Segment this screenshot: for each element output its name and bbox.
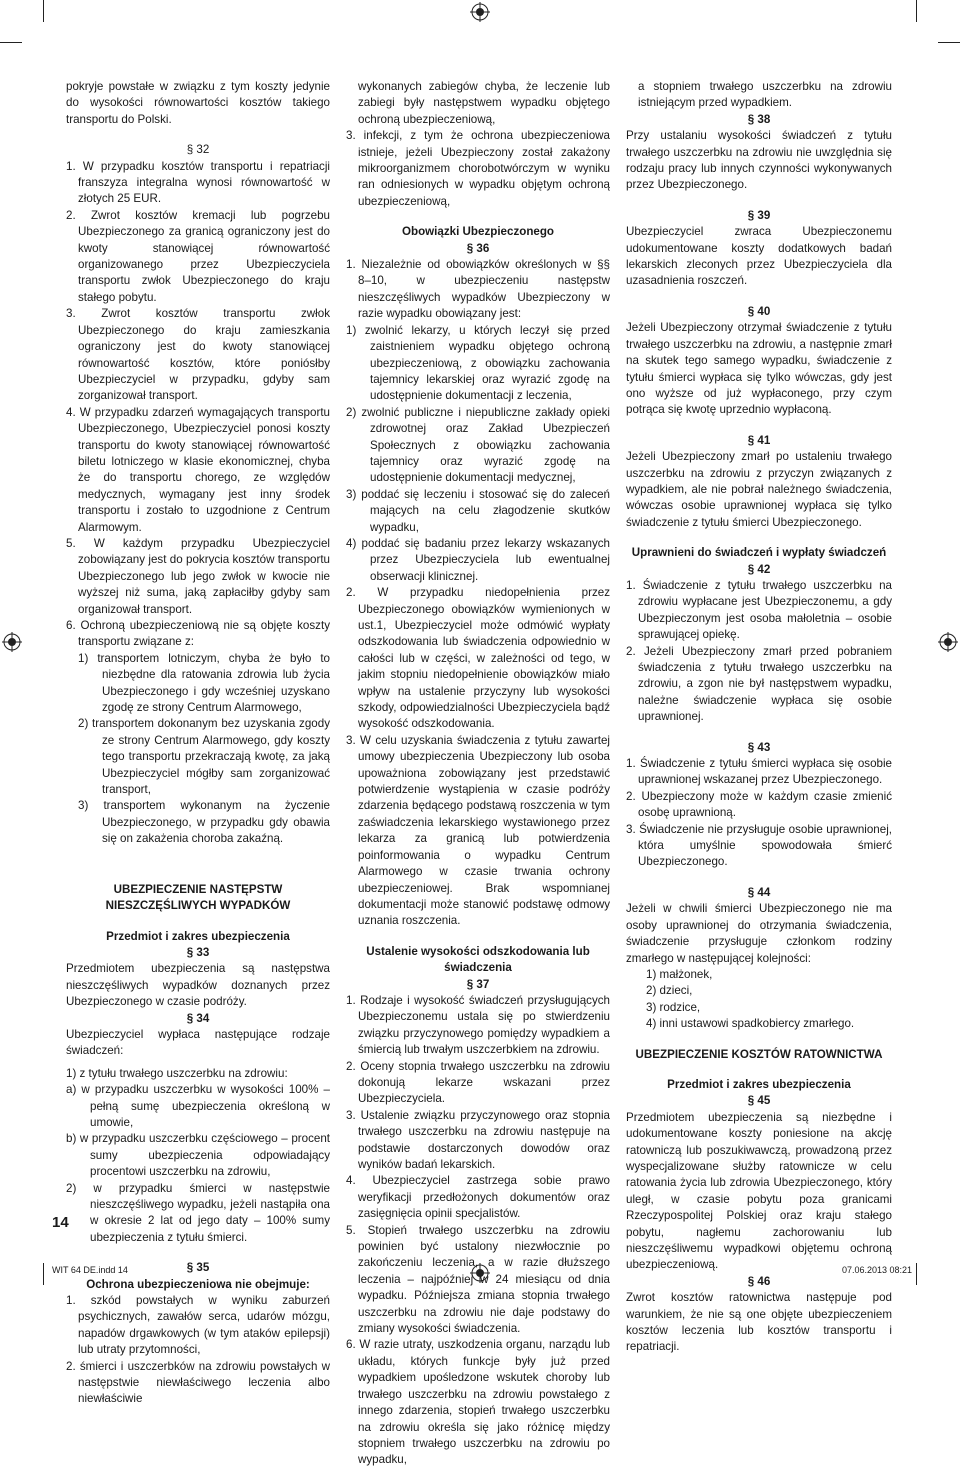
subsection-heading: Ustalenie wysokości odszkodowania lub świadczenia <box>366 944 590 975</box>
section-number: § 41 <box>747 433 771 447</box>
paragraph: 4. Ubezpieczyciel zastrzega sobie prawo weryfikacji przedłożonych dokumentów oraz zasięgnięcia opinii specjalistów. <box>346 1174 610 1221</box>
registration-mark-right-icon <box>938 632 958 652</box>
section-number: § 33 <box>186 945 210 959</box>
paragraph: 1. Rodzaje i wysokość świadczeń przysługujących Ubezpieczonemu ustala się po stwierdzeniu związku przyczynowego pomiędzy wypadkiem a śmiercią lub trwałym uszczerbkiem na zdrowiu. <box>346 993 610 1057</box>
list-item: 1) małżonek, <box>646 967 713 981</box>
section-number: § 32 <box>186 143 210 157</box>
subsection-heading: Obowiązki Ubezpieczonego <box>401 225 555 239</box>
paragraph: 4. W przypadku zdarzeń wymagających transportu Ubezpieczonego, Ubezpieczyciel ponosi koszty transportu do kwoty stanowiącej równowartość biletu lotniczego w klasie ekonomicznej, chyba że do transportu chorego, ze względów medycznych, wymagany jest inny środek transportu i zostało to uzgodnione z Centrum Alarmowym. <box>66 405 330 534</box>
paragraph: 6. W razie utraty, uszkodzenia organu, narządu lub układu, których funkcje były już przed wypadkiem upośledzone wskutek choroby lub trwałego uszczerbku na zdrowiu powstałego z innego zdarzenia, stopień trwałego uszczerbku na zdrowiu określa się jako różnicę między stopniem trwałego uszczerbku na zdrowiu po wypadku, <box>346 1338 610 1467</box>
crop-mark <box>0 42 22 43</box>
paragraph: Ubezpieczyciel zwraca Ubezpieczonemu udokumentowane koszty dodatkowych badań lekarskich zleconych przez Ubezpieczyciela dla uzasadnienia roszczeń. <box>626 225 892 288</box>
paragraph: Jeżeli Ubezpieczony otrzymał świadczenie z tytułu trwałego uszczerbku na zdrowiu, a następnie zmarł na skutek tego samego wypadku, świadczenie z tytułu śmierci wypłaca się tylko wówczas, gdy jest ono wyższe od już wypłaconego, przy czym potrąca się kwotę uprzednio wypłaconą. <box>626 321 892 417</box>
column-1 <box>66 79 330 1408</box>
paragraph: Przedmiotem ubezpieczenia są następstwa nieszczęśliwych wypadków doznanych przez Ubezpieczonego w czasie podróży. <box>66 962 330 1009</box>
paragraph: 2. Oceny stopnia trwałego uszczerbku na zdrowiu dokonują lekarze wskazani przez Ubezpieczyciela. <box>346 1059 610 1106</box>
crop-mark <box>43 0 44 22</box>
list-item: 4) poddać się badaniu przez lekarzy wskazanych przez Ubezpieczyciela lub ewentualnej obserwacji klinicznej. <box>346 536 610 583</box>
crop-mark <box>43 1263 44 1285</box>
paragraph: a stopniem trwałego uszczerbku na zdrowiu istniejącym przed wypadkiem. <box>638 80 892 110</box>
list-item: 2. Ubezpieczony może w każdym czasie zmienić osobę uprawnioną. <box>626 789 892 820</box>
section-number: § 46 <box>747 1274 771 1288</box>
column-3 <box>626 79 892 1356</box>
paragraph: 3. Ustalenie związku przyczynowego oraz stopnia trwałego uszczerbku na zdrowiu następuje na podstawie dostarczonych dowodów oraz wyników badań lekarskich. <box>346 1108 610 1171</box>
paragraph: wykonanych zabiegów chyba, że leczenie lub zabiegi były następstwem wypadku objętego ochroną ubezpieczeniową, <box>358 80 610 126</box>
list-item: 1) zwolnić lekarzy, u których leczył się przed zaistnieniem wypadku objętego ochroną ubezpieczeniową, z obowiązku zachowania tajemnicy lekarskiej oraz wyrazić zgodę na udostępnienie dokumentacji z leczenia, <box>346 323 610 403</box>
list-item: 4) inni ustawowi spadkobiercy zmarłego. <box>646 1017 855 1031</box>
section-title: NIESZCZĘŚLIWYCH WYPADKÓW <box>105 899 291 913</box>
section-number: § 35 <box>186 1261 210 1275</box>
paragraph: 1. W przypadku kosztów transportu i repatriacji franszyza integralna wynosi równowartość w złotych 25 EUR. <box>66 159 330 206</box>
list-item: 2) dzieci, <box>646 984 693 998</box>
list-item: 1. Świadczenie z tytułu trwałego uszczerbku na zdrowiu wypłacane jest Ubezpieczonemu, a gdy Ubezpieczonym jest osoba małoletnia – osobie sprawującej opiekę. <box>626 578 892 642</box>
list-item: 3) transportem wykonanym na życzenie Ubezpieczonego, w przypadku gdy obawia się on zakażenia choroba zakaźną. <box>78 799 330 846</box>
list-item: 2) zwolnić publiczne i niepubliczne zakłady opieki zdrowotnej oraz Zakład Ubezpieczeń Społecznych z obowiązku zachowania tajemnicy oraz wyrazić zgodę na udostępnienie dokumentacji medycznej, <box>346 405 610 485</box>
paragraph: Przy ustalaniu wysokości świadczeń z tytułu trwałego uszczerbku na zdrowiu nie uwzględnia się rodzaju pracy lub innych czynności wykonywanych przez Ubezpieczonego. <box>626 129 892 192</box>
registration-mark-top-icon <box>470 2 490 22</box>
crop-mark <box>938 42 960 43</box>
list-item: 2) w przypadku śmierci w następstwie nieszczęśliwego wypadku, jeżeli nastąpiła ona w okresie 2 lat od jego daty – 100% sumy ubezpieczenia z tytułu śmierci. <box>66 1181 330 1244</box>
section-number: § 44 <box>747 885 771 899</box>
paragraph: pokryje powstałe w związku z tym koszty jedynie do wysokości równowartości kosztów takiego transportu do Polski. <box>66 80 330 126</box>
section-number: § 34 <box>186 1011 210 1025</box>
list-item: 1. szkód powstałych w wyniku zaburzeń psychicznych, zawałów serca, udarów mózgu, napadów drgawkowych (w tym ataków epilepsji) lub utraty przytomności, <box>66 1294 330 1357</box>
list-item: 3. infekcji, z tym że ochrona ubezpieczeniowa istnieje, jeżeli Ubezpieczony został zakażony mikroorganizmem chorobotwórczym w wyniku ran odniesionych w wypadku objętym ochroną ubezpieczeniową, <box>346 129 610 208</box>
section-number: § 45 <box>747 1094 771 1108</box>
paragraph: 6. Ochroną ubezpieczeniową nie są objęte koszty transportu związane z: <box>66 619 330 649</box>
subsection-heading: Przedmiot i zakres ubezpieczenia <box>106 929 290 943</box>
list-item: 2. śmierci i uszczerbków na zdrowiu powstałych w następstwie niewłaściwego leczenia albo niewłaściwie <box>66 1359 330 1406</box>
paragraph: 5. W każdym przypadku Ubezpieczyciel zobowiązany jest do pokrycia kosztów transportu Ubezpieczonego lub jego zwłok w kwocie nie wyższej niż suma, jaką zapłaciłby gdyby sam organizował transport. <box>66 536 330 616</box>
section-number: § 37 <box>466 977 490 991</box>
list-item: 1) z tytułu trwałego uszczerbku na zdrowiu: <box>66 1066 288 1080</box>
paragraph: 3. W celu uzyskania świadczenia z tytułu zawartej umowy ubezpieczenia Ubezpieczony lub osoba upoważniona zobowiązany jest przedstawić potwierdzenie wystąpienia w czasie podróży zdarzenia będącego podstawą roszczenia w tym zaświadczenia lekarskiego wystawionego przez lekarza za granicą lub potwierdzenia poinformowania o wypadku Centrum Alarmowego w czasie trwania ochrony ubezpieczeniowej. Brak wspomnianej dokumentacji może stanowić podstawę odmowy uznania roszczenia. <box>346 733 610 928</box>
crop-mark <box>916 1263 917 1285</box>
list-item: 2. Jeżeli Ubezpieczony zmarł przed pobraniem świadczenia z tytułu trwałego uszczerbku na zdrowiu, a zgon nie był następstwem wypadku, należne świadczenie wypłaca się osobie uprawnionej. <box>626 644 892 724</box>
paragraph: 2. W przypadku niedopełnienia przez Ubezpieczonego obowiązków wymienionych w ust.1, Ubezpieczyciel może odmówić wypłaty odszkodowania lub świadczenia odpowiednio w całości lub w części, w zależności od tego, w jakim stopniu niedopełnienie obowiązków miało wpływ na ustalenie przyczyny lub wysokości szkody, odpowiedzialności Ubezpieczyciela bądź wysokość odszkodowania. <box>346 586 610 731</box>
section-number: § 43 <box>747 740 771 754</box>
section-title: UBEZPIECZENIE KOSZTÓW RATOWNICTWA <box>635 1047 883 1061</box>
list-item: 3. Świadczenie nie przysługuje osobie uprawnionej, która umyślnie spowodowała śmierć Ubezpieczonego. <box>626 822 892 869</box>
list-item: 3) poddać się leczeniu i stosować się do zaleceń mających na celu złagodzenie skutków wypadku, <box>346 487 610 534</box>
paragraph: 3. Zwrot kosztów transportu zwłok Ubezpieczonego do kraju zamieszkania ograniczony jest do kwoty stanowiącej równowartość kosztów, które poniósłby Ubezpieczyciel w przypadku, gdyby sam zorganizował transport. <box>66 307 330 403</box>
list-item: 1. Świadczenie z tytułu śmierci wypłaca się osobie uprawnionej wskazanej przez Ubezpieczonego. <box>626 757 892 787</box>
list-item: a) w przypadku uszczerbku w wysokości 100% – pełną sumę ubezpieczenia określoną w umowie, <box>66 1083 330 1129</box>
section-number: § 39 <box>747 208 771 222</box>
paragraph: 5. Stopień trwałego uszczerbku na zdrowiu powinien być ustalony niezwłocznie po zakończeniu leczenia, a w razie dłuższego leczenia – najpóźniej w 24 miesiącu od dnia wypadku. Późniejsza zmiana stopnia trwałego uszczerbku na zdrowiu nie daje podstawy do zmiany wysokości świadczenia. <box>346 1223 610 1336</box>
paragraph: Jeżeli w chwili śmierci Ubezpieczonego nie ma osoby uprawnionej do otrzymania świadczenia, świadczenie przysługuje członkom rodziny zmarłego w następującej kolejności: <box>626 902 892 965</box>
subsection-heading: Uprawnieni do świadczeń i wypłaty świadczeń <box>631 546 887 560</box>
crop-mark <box>916 0 917 22</box>
list-item: 1) transportem lotniczym, chyba że było to niezbędne dla ratowania zdrowia lub życia Ubezpieczonego i gdy wcześniej uzyskano zgodę ze strony Centrum Alarmowego, <box>78 651 330 715</box>
column-2 <box>346 79 610 1469</box>
paragraph: Jeżeli Ubezpieczony zmarł po ustaleniu trwałego uszczerbku na zdrowiu z przyczyn związanych z wypadkiem, ale nie pobrał należnego świadczenia, wówczas osobie uprawnionej wypłaca się tylko świadczenie z tytułu śmierci Ubezpieczonego. <box>626 450 892 529</box>
page-number: 14 <box>52 1214 69 1231</box>
section-number: § 40 <box>747 304 771 318</box>
footer-file: WIT 64 DE.indd 14 <box>52 1265 128 1275</box>
subsection-heading: Ochrona ubezpieczeniowa nie obejmuje: <box>86 1277 310 1291</box>
section-number: § 42 <box>747 562 771 576</box>
section-title: UBEZPIECZENIE NASTĘPSTW <box>113 882 283 896</box>
paragraph: Ubezpieczyciel wypłaca następujące rodzaje świadczeń: <box>66 1027 330 1058</box>
footer-date: 07.06.2013 08:21 <box>842 1265 913 1275</box>
paragraph: 1. Niezależnie od obowiązków określonych w §§ 8–10, w ubezpieczeniu następstw nieszczęśliwych wypadków Ubezpieczony w razie wypadku obowiązany jest: <box>346 258 610 321</box>
paragraph: 2. Zwrot kosztów kremacji lub pogrzebu Ubezpieczonego za granicą ograniczony jest do kwoty stanowiącej równowartość organizowanego przez Ubezpieczyciela transportu zwłok Ubezpieczonego do kraju stałego pobytu. <box>66 208 330 304</box>
registration-mark-left-icon <box>2 632 22 652</box>
paragraph: Zwrot kosztów ratownictwa następuje pod warunkiem, że nie są one objęte ubezpieczeniem kosztów leczenia lub kosztów transportu i repatriacji. <box>626 1291 892 1354</box>
subsection-heading: Przedmiot i zakres ubezpieczenia <box>667 1077 851 1091</box>
list-item: b) w przypadku uszczerbku częściowego – procent sumy ubezpieczenia odpowiadający procentowi uszczerbku na zdrowiu, <box>66 1132 330 1179</box>
section-number: § 36 <box>466 241 490 255</box>
list-item: 3) rodzice, <box>646 1000 701 1014</box>
section-number: § 38 <box>747 112 771 126</box>
list-item: 2) transportem dokonanym bez uzyskania zgody ze strony Centrum Alarmowego, gdy koszty tego transportu przekraczają kwotę, za jaką Ubezpieczyciel mógłby sam zorganizować transport, <box>78 717 330 797</box>
paragraph: Przedmiotem ubezpieczenia są niezbędne i udokumentowane koszty poniesione na akcję ratowniczą lub poszukiwawczą, prowadzoną przez wyspecjalizowane służby ratownicze w celu ratowania życia lub zdrowia Ubezpieczonego, który uległ, w czasie pobytu poza granicami Rzeczypospolitej Polskiej oraz kraju stałego pobytu, nagłemu zachorowaniu lub nieszczęśliwemu wypadkowi objętemu ochroną ubezpieczeniową. <box>626 1110 892 1272</box>
